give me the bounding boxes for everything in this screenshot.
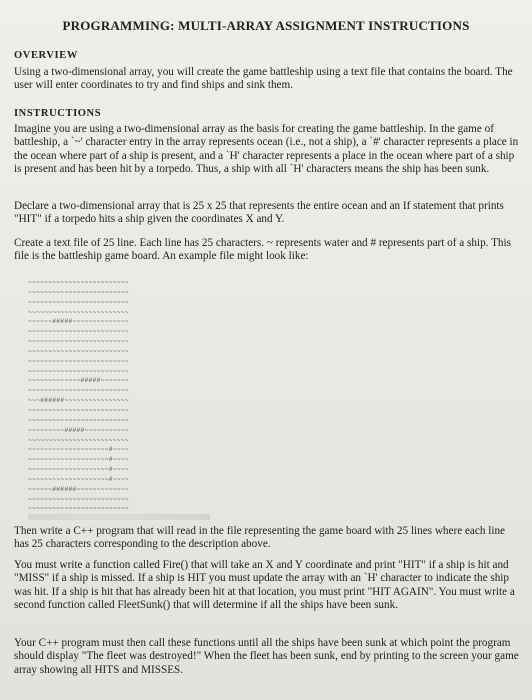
overview-paragraph: Using a two-dimensional array, you will create the game battleship using a text file that contains the board. The user will enter coordinates to try and find ships and sink them.	[14, 66, 513, 92]
declare-array-paragraph: Declare a two-dimensional array that is 25 x 25 that represents the entire ocean and an If statement that prints "HIT" if a torpedo hits a ship given the coordinates X and Y.	[14, 200, 504, 226]
board-line: ~~~~~~~~~~~~~#####~~~~~~~	[28, 377, 129, 385]
overview-heading: OVERVIEW	[14, 50, 78, 61]
board-line: ~~~~~~~~~~~~~~~~~~~~~~~~~	[28, 505, 129, 513]
board-line: ~~~~~~~~~~~~~~~~~~~~~~~~~	[28, 357, 129, 365]
example-board	[28, 278, 210, 514]
board-line: ~~~~~~~~~~~~~~~~~~~~~~~~~	[28, 387, 129, 395]
board-line: ~~~~~~~~~~~~~~~~~~~~~~~~~	[28, 367, 129, 375]
cpp-program-paragraph: Then write a C++ program that will read in the file representing the game board with 25 lines where each line has 25 characters corresponding to the description above.	[14, 525, 506, 551]
board-line: ~~~~~~~~~~~~~~~~~~~~~~~~~	[28, 347, 129, 355]
game-loop-paragraph: Your C++ program must then call these functions until all the ships have been sunk at which point the program should display "The fleet was destroyed!" When the fleet has been sunk, end by printing to the screen your game array showing all HITS and MISSES.	[14, 637, 519, 676]
board-line: ~~~~~~######~~~~~~~~~~~~~	[28, 485, 129, 493]
board-line: ~~~~~~~~~~~~~~~~~~~~~~~~~	[28, 406, 129, 414]
board-line: ~~~~~~~~~~~~~~~~~~~~~~~~~	[28, 298, 129, 306]
board-line: ~~~~~~~~~~~~~~~~~~~~~~~~~	[28, 436, 129, 444]
fire-function-paragraph: You must write a function called Fire() that will take an X and Y coordinate and print "HIT" if a ship is hit and "MISS" if a ship is missed. If a ship is HIT you must update the array with an `H' character to indicate the ship was hit. If a ship is hit that has already been hit at that location, you must print "HIT AGAIN". You must write a second function called FleetSunk() that will determine if all the ships have been sunk.	[14, 559, 515, 612]
board-line: ~~~######~~~~~~~~~~~~~~~~	[28, 397, 129, 405]
board-line: ~~~~~~~~~~~~~~~~~~~~~~~~~	[28, 328, 129, 336]
instructions-heading: INSTRUCTIONS	[14, 108, 102, 119]
board-line: ~~~~~~~~~~~~~~~~~~~~~~~~~	[28, 279, 129, 286]
board-line: ~~~~~~~~~~~~~~~~~~~~~~~~~	[28, 288, 129, 296]
board-line: ~~~~~~~~~~~~~~~~~~~~~~~~~	[28, 308, 129, 316]
board-line: ~~~~~~~~~~~~~~~~~~~~#~~~~	[28, 475, 129, 483]
board-line: ~~~~~~~~~~~~~~~~~~~~~~~~~	[28, 338, 129, 346]
board-line: ~~~~~~~~~#####~~~~~~~~~~~	[28, 426, 129, 434]
board-line: ~~~~~~~~~~~~~~~~~~~~#~~~~	[28, 456, 129, 464]
board-line: ~~~~~~~~~~~~~~~~~~~~#~~~~	[28, 466, 129, 474]
board-line: ~~~~~~~~~~~~~~~~~~~~#~~~~	[28, 446, 129, 454]
board-last-line-smudge	[28, 514, 210, 520]
create-file-paragraph: Create a text file of 25 line. Each line has 25 characters. ~ represents water and # represents part of a ship. This file is the battleship game board. An example file might look like:	[14, 237, 511, 263]
board-line: ~~~~~~~~~~~~~~~~~~~~~~~~~	[28, 416, 129, 424]
board-line: ~~~~~~#####~~~~~~~~~~~~~~	[28, 318, 129, 326]
board-line: ~~~~~~~~~~~~~~~~~~~~~~~~~	[28, 495, 129, 503]
intro-paragraph: Imagine you are using a two-dimensional array as the basis for creating the game battleship. In the game of battleship, a `~' character entry in the array represents ocean (i.e., not a ship), a `#' character represents a place in the ocean where part of a ship is present, and a `H' character represents a place in the ocean where part of a ship is present and has been hit by a torpedo. Thus, a ship with all `H' characters means the ship has been sunk.	[14, 123, 519, 176]
page-title: PROGRAMMING: MULTI-ARRAY ASSIGNMENT INSTRUCTIONS	[62, 18, 470, 33]
